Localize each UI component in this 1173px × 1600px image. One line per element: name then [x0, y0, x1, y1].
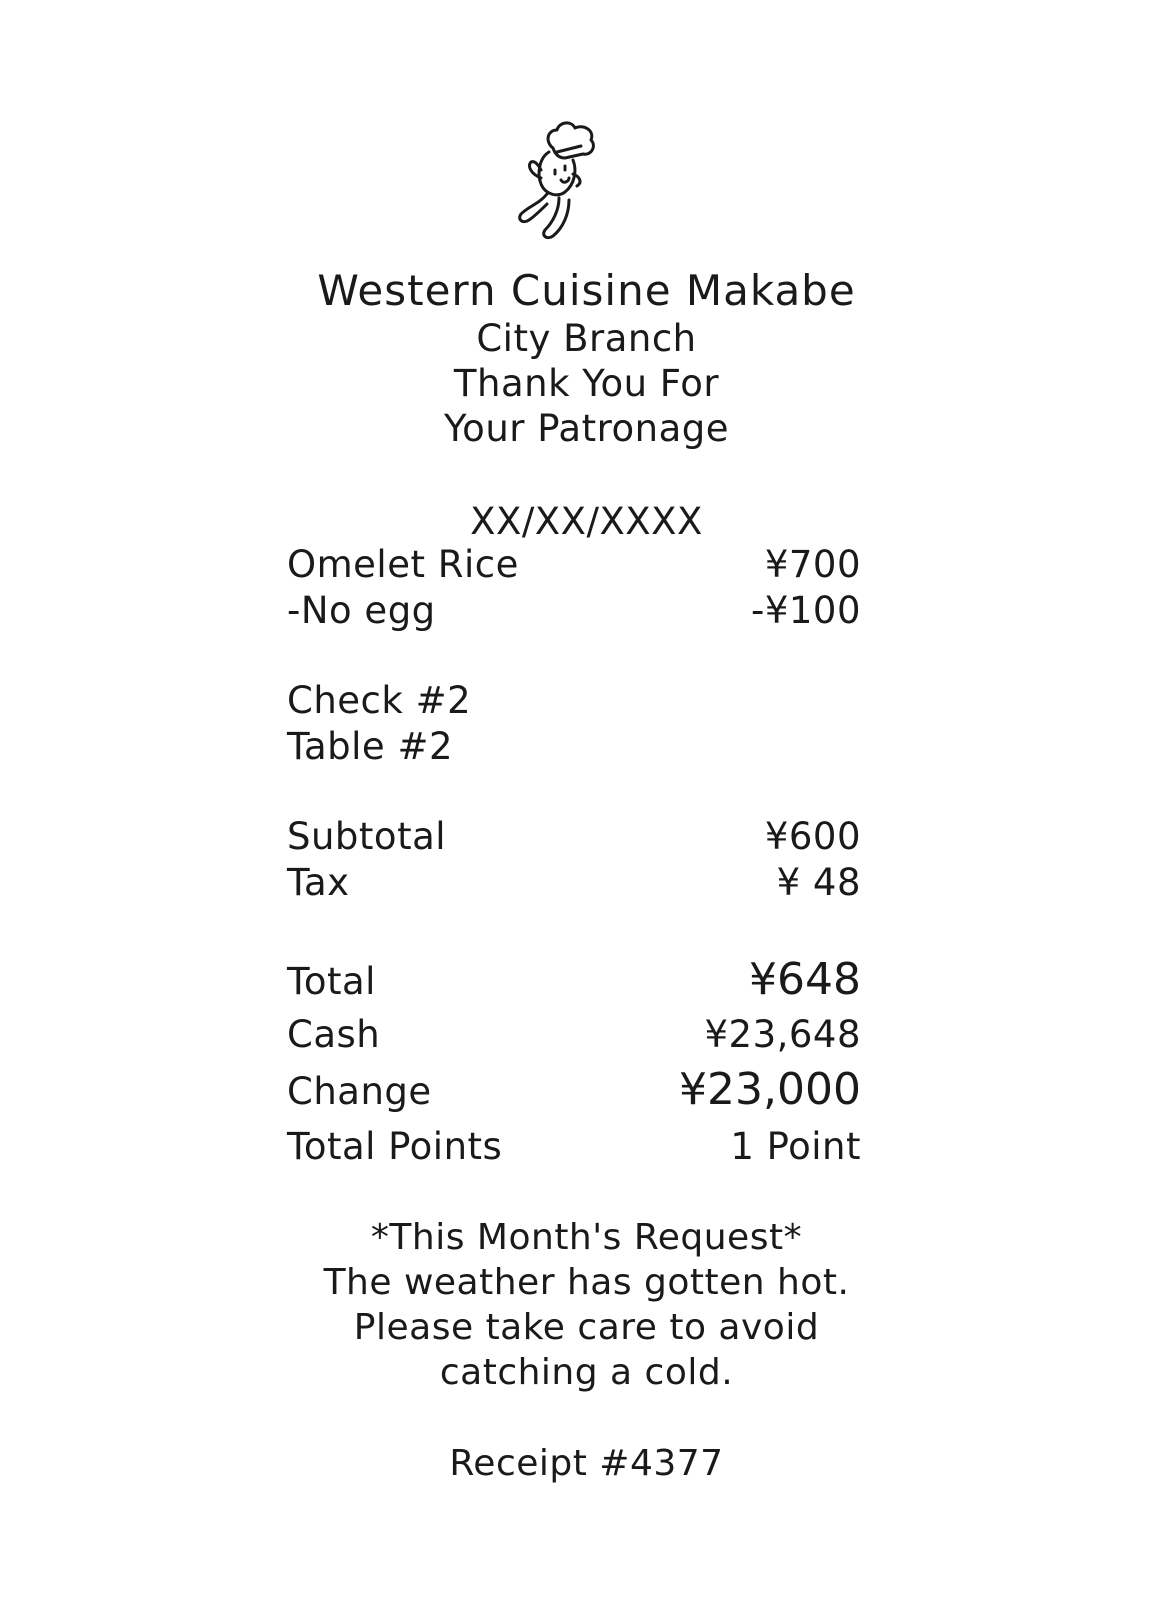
change-row [287, 1064, 861, 1115]
thanks-line-2: Your Patronage [444, 407, 729, 450]
message-heading: *This Month's Request* [370, 1217, 803, 1258]
points-row [287, 1125, 861, 1168]
chef-mascot-icon [505, 118, 605, 244]
total-row [287, 954, 861, 1005]
tax-value: ¥ 48 [776, 861, 861, 904]
check-number: Check #2 [287, 679, 472, 722]
message-line-1: The weather has gotten hot. [323, 1262, 850, 1303]
subtotal-label: Subtotal [287, 815, 447, 858]
item-amount: ¥700 [764, 543, 861, 586]
tax-row [287, 861, 861, 904]
cash-row [287, 1013, 861, 1056]
message-line-2: Please take care to avoid [353, 1307, 820, 1348]
change-value: ¥23,000 [679, 1064, 861, 1115]
message-line-3: catching a cold. [439, 1352, 734, 1393]
cash-label: Cash [287, 1013, 381, 1056]
tax-label: Tax [287, 861, 350, 904]
subtotal-row [287, 815, 861, 858]
store-name: Western Cuisine Makabe [317, 266, 856, 315]
item-label: -No egg [287, 589, 436, 632]
total-value: ¥648 [749, 954, 861, 1005]
points-value: 1 Point [730, 1125, 861, 1168]
item-amount: -¥100 [750, 589, 861, 632]
item-label: Omelet Rice [287, 543, 519, 586]
line-item [287, 543, 861, 586]
points-label: Total Points [287, 1125, 503, 1168]
line-item [287, 589, 861, 632]
subtotal-value: ¥600 [764, 815, 861, 858]
table-number: Table #2 [287, 725, 453, 768]
thanks-line-1: Thank You For [453, 362, 720, 405]
receipt-number: Receipt #4377 [449, 1443, 724, 1484]
change-label: Change [287, 1070, 432, 1113]
cash-value: ¥23,648 [704, 1013, 861, 1056]
receipt-date: XX/XX/XXXX [470, 500, 703, 543]
branch-name: City Branch [476, 317, 697, 360]
total-label: Total [287, 960, 376, 1003]
